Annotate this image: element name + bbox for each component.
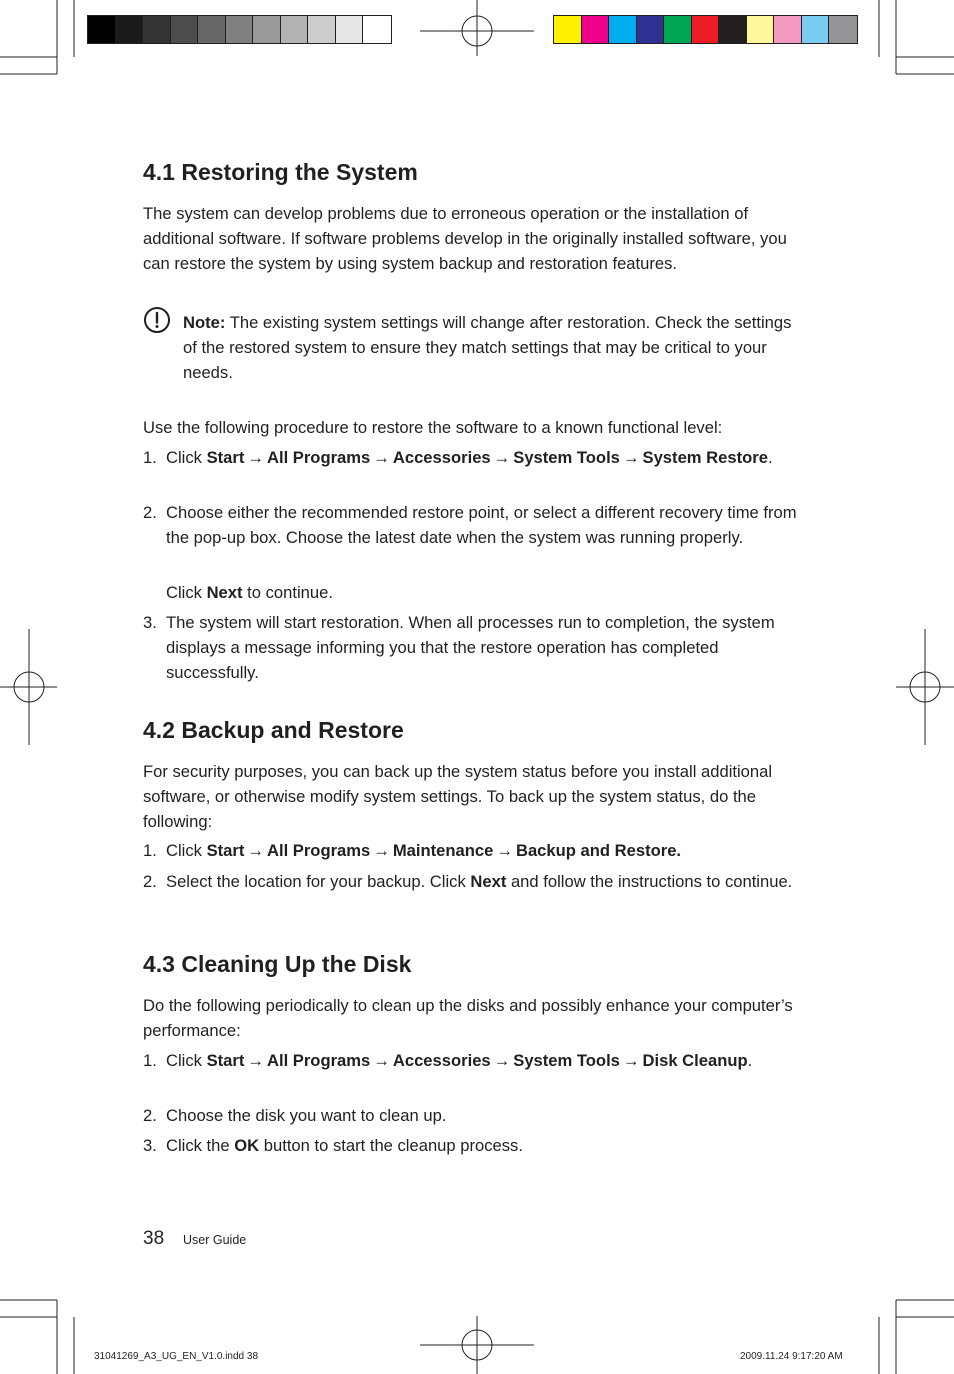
arrow-icon: → bbox=[622, 1051, 640, 1070]
list-number: 2. bbox=[143, 503, 157, 522]
arrow-icon: → bbox=[247, 1051, 264, 1070]
page-number: 38 bbox=[143, 1228, 165, 1249]
arrow-icon: → bbox=[493, 448, 511, 467]
list-number: 2. bbox=[143, 1106, 157, 1125]
color-swatch bbox=[554, 16, 582, 43]
step-text: to continue. bbox=[242, 583, 333, 602]
color-swatch bbox=[226, 16, 254, 43]
grayscale-color-bar bbox=[87, 15, 392, 44]
step-text: Click bbox=[166, 841, 207, 860]
section-intro: Do the following periodically to clean up the disks and possibly enhance your computer’s performance: bbox=[143, 996, 793, 1040]
note-callout bbox=[183, 310, 803, 385]
ok-button-label: OK bbox=[234, 1136, 260, 1155]
list-number: 3. bbox=[143, 613, 157, 632]
registration-mark-left bbox=[0, 629, 57, 745]
list-item bbox=[143, 501, 803, 551]
step-text: Choose either the recommended restore point, or select a different recovery time from the pop-up box. Choose the latest date when the system was running properly. bbox=[166, 503, 797, 547]
color-swatch bbox=[143, 16, 171, 43]
arrow-icon: → bbox=[247, 841, 264, 860]
menu-path-backup-restore: Backup and Restore. bbox=[515, 841, 682, 860]
color-swatch bbox=[363, 16, 391, 43]
menu-path-start: Start bbox=[206, 841, 245, 860]
color-swatch bbox=[281, 16, 309, 43]
arrow-icon: → bbox=[496, 841, 513, 860]
step-text: Click bbox=[166, 1051, 207, 1070]
color-swatch bbox=[774, 16, 802, 43]
list-item-continuation bbox=[143, 581, 803, 606]
list-number: 1. bbox=[143, 841, 157, 860]
menu-path-disk-cleanup: Disk Cleanup bbox=[642, 1051, 748, 1070]
menu-path-all-programs: All Programs bbox=[266, 448, 371, 467]
arrow-icon: → bbox=[493, 1051, 511, 1070]
slug-timestamp: 2009.11.24 9:17:20 AM bbox=[740, 1351, 843, 1362]
punctuation: . bbox=[767, 448, 773, 467]
color-swatch bbox=[802, 16, 830, 43]
list-item bbox=[143, 870, 803, 895]
process-color-bar bbox=[553, 15, 858, 44]
registration-mark-top bbox=[420, 0, 534, 56]
procedure-intro: Use the following procedure to restore the software to a known functional level: bbox=[143, 418, 723, 437]
note-label: Note: bbox=[183, 313, 226, 332]
color-swatch bbox=[88, 16, 116, 43]
list-number: 2. bbox=[143, 872, 157, 891]
step-text: button to start the cleanup process. bbox=[259, 1136, 523, 1155]
menu-path-all-programs: All Programs bbox=[266, 1051, 371, 1070]
section-intro: The system can develop problems due to erroneous operation or the installation of additional software. If software problems develop in the originally installed software, you can restore the system by using system backup and restoration features. bbox=[143, 204, 787, 273]
list-item bbox=[143, 446, 803, 471]
menu-path-all-programs: All Programs bbox=[266, 841, 371, 860]
color-swatch bbox=[253, 16, 281, 43]
step-text: Click bbox=[166, 448, 207, 467]
menu-path-start: Start bbox=[206, 448, 245, 467]
menu-path-start: Start bbox=[206, 1051, 245, 1070]
color-swatch bbox=[829, 16, 857, 43]
color-swatch bbox=[171, 16, 199, 43]
list-number: 1. bbox=[143, 448, 157, 467]
color-swatch bbox=[664, 16, 692, 43]
registration-mark-bottom bbox=[420, 1316, 534, 1374]
section-heading-restoring-system: 4.1 Restoring the System bbox=[143, 159, 418, 185]
list-number: 3. bbox=[143, 1136, 157, 1155]
punctuation: . bbox=[747, 1051, 753, 1070]
list-item bbox=[143, 611, 803, 685]
step-text: Click bbox=[166, 583, 207, 602]
running-title: User Guide bbox=[183, 1233, 247, 1247]
arrow-icon: → bbox=[622, 448, 640, 467]
menu-path-system-tools: System Tools bbox=[513, 448, 620, 467]
color-swatch bbox=[582, 16, 610, 43]
list-item bbox=[143, 1134, 803, 1159]
note-text: The existing system settings will change after restoration. Check the settings of the restored system to ensure they match settings that may be critical to your needs. bbox=[183, 313, 792, 382]
section-heading-backup-restore: 4.2 Backup and Restore bbox=[143, 717, 404, 743]
next-button-label: Next bbox=[206, 583, 243, 602]
color-swatch bbox=[198, 16, 226, 43]
step-text: Click the bbox=[166, 1136, 235, 1155]
menu-path-system-restore: System Restore bbox=[642, 448, 768, 467]
arrow-icon: → bbox=[247, 448, 264, 467]
section-heading-cleaning-disk: 4.3 Cleaning Up the Disk bbox=[143, 951, 412, 977]
menu-path-system-tools: System Tools bbox=[513, 1051, 620, 1070]
color-swatch bbox=[116, 16, 144, 43]
list-item bbox=[143, 839, 803, 864]
color-swatch bbox=[637, 16, 665, 43]
color-swatch bbox=[609, 16, 637, 43]
menu-path-maintenance: Maintenance bbox=[392, 841, 494, 860]
step-text: Select the location for your backup. Click bbox=[166, 872, 471, 891]
menu-path-accessories: Accessories bbox=[392, 448, 491, 467]
section-intro: For security purposes, you can back up the system status before you install additional software, or otherwise modify system settings. To back up the system status, do the following: bbox=[143, 762, 773, 831]
color-swatch bbox=[692, 16, 720, 43]
menu-path-accessories: Accessories bbox=[392, 1051, 491, 1070]
step-text: Choose the disk you want to clean up. bbox=[166, 1106, 447, 1125]
arrow-icon: → bbox=[373, 841, 390, 860]
next-button-label: Next bbox=[470, 872, 507, 891]
registration-mark-right bbox=[896, 629, 954, 745]
arrow-icon: → bbox=[373, 1051, 390, 1070]
color-swatch bbox=[308, 16, 336, 43]
color-swatch bbox=[719, 16, 747, 43]
step-text: The system will start restoration. When all processes run to completion, the system displays a message informing you that the restore operation has completed successfully. bbox=[166, 613, 775, 682]
arrow-icon: → bbox=[373, 448, 390, 467]
list-item bbox=[143, 1104, 803, 1129]
slug-filename: 31041269_A3_UG_EN_V1.0.indd 38 bbox=[94, 1351, 259, 1362]
list-item bbox=[143, 1049, 803, 1074]
list-number: 1. bbox=[143, 1051, 157, 1070]
color-swatch bbox=[336, 16, 364, 43]
color-swatch bbox=[747, 16, 775, 43]
note-warning-icon bbox=[143, 306, 171, 334]
step-text: and follow the instructions to continue. bbox=[506, 872, 793, 891]
